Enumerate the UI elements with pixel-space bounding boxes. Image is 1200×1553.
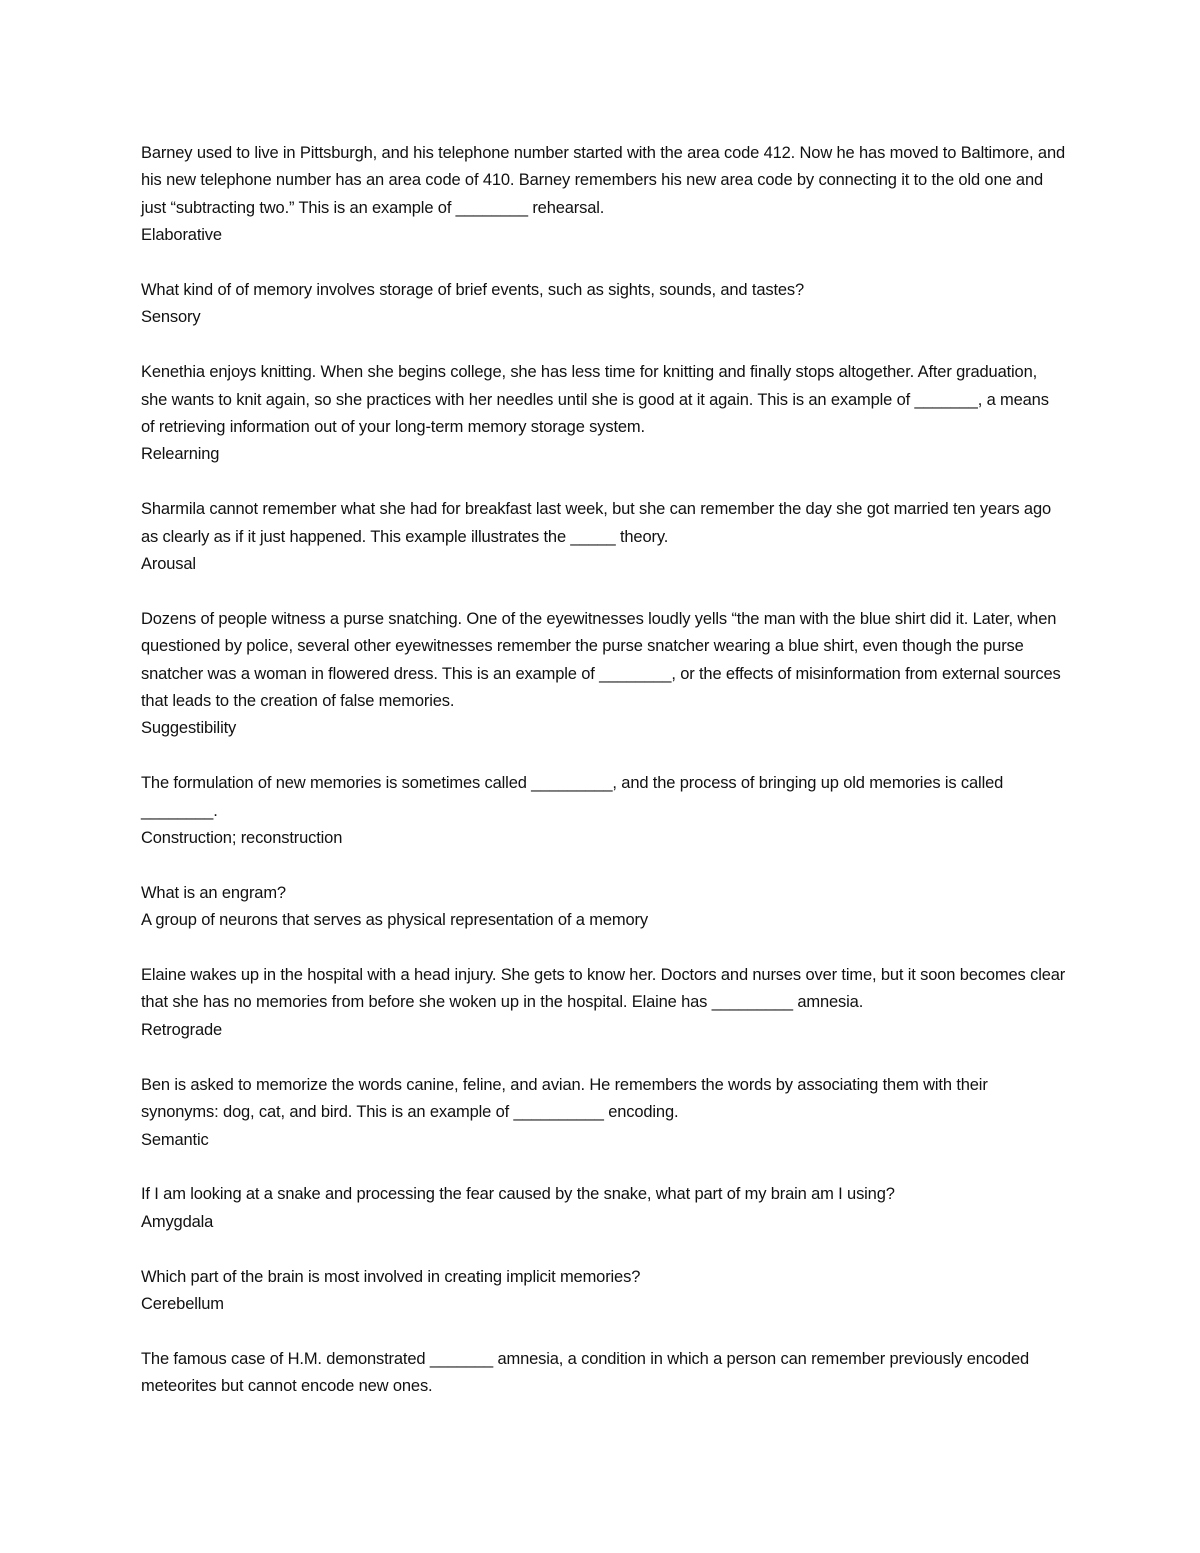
qa-item-6	[141, 770, 1066, 852]
question-text: If I am looking at a snake and processing the fear caused by the snake, what part of my brain am I using?	[141, 1185, 895, 1204]
answer-text: Semantic	[141, 1130, 209, 1149]
answer-text: A group of neurons that serves as physical representation of a memory	[141, 911, 648, 930]
question-text: Which part of the brain is most involved in creating implicit memories?	[141, 1267, 641, 1286]
qa-item-3	[141, 359, 1066, 469]
qa-item-9	[141, 1072, 1066, 1154]
qa-item-11	[141, 1264, 1066, 1319]
question-text: Kenethia enjoys knitting. When she begins college, she has less time for knitting and finally stops altogether. After graduation, she wants to knit again, so she practices with her needles until she is good at it again. This is an example of _______, a means of retrieving information out of your long-term memory storage system.	[141, 363, 1049, 437]
answer-text: Elaborative	[141, 226, 222, 245]
qa-item-10	[141, 1181, 1066, 1236]
question-text: The formulation of new memories is sometimes called _________, and the process of bringing up old memories is called ________.	[141, 774, 1004, 820]
answer-text: Construction; reconstruction	[141, 829, 343, 848]
qa-item-5	[141, 606, 1066, 743]
question-text: Sharmila cannot remember what she had for breakfast last week, but she can remember the day she got married ten years ago as clearly as if it just happened. This example illustrates the _____ theory.	[141, 500, 1051, 546]
answer-text: Amygdala	[141, 1212, 214, 1231]
answer-text: Sensory	[141, 308, 201, 327]
question-text: Elaine wakes up in the hospital with a head injury. She gets to know her. Doctors and nurses over time, but it soon becomes clear that she has no memories from before she woken up in the hospital. Elaine has _________ amnesia.	[141, 966, 1066, 1012]
qa-item-7	[141, 880, 1066, 935]
qa-item-1	[141, 140, 1066, 250]
qa-item-4	[141, 496, 1066, 578]
question-text: What kind of of memory involves storage of brief events, such as sights, sounds, and tastes?	[141, 281, 805, 300]
qa-item-12	[141, 1346, 1066, 1401]
qa-item-8	[141, 962, 1066, 1044]
question-text: Barney used to live in Pittsburgh, and his telephone number started with the area code 412. Now he has moved to Baltimore, and his new telephone number has an area code of 410. Barney remembers his new area code by connecting it to the old one and just “subtracting two.” This is an example of ________ rehearsal.	[141, 144, 1065, 217]
question-text: What is an engram?	[141, 883, 286, 902]
question-text: Dozens of people witness a purse snatching. One of the eyewitnesses loudly yells “the man with the blue shirt did it. Later, when questioned by police, several other eyewitnesses remember the purse snatcher wearing a blue shirt, even though the purse snatcher was a woman in flowered dress. This is an example of ________, or the effects of misinformation from external sources that leads to the creation of false memories.	[141, 609, 1061, 711]
answer-text: Arousal	[141, 555, 196, 574]
document-body	[141, 140, 1066, 1428]
answer-text: Suggestibility	[141, 719, 237, 738]
answer-text: Retrograde	[141, 1020, 223, 1039]
answer-text: Cerebellum	[141, 1294, 224, 1313]
qa-item-2	[141, 277, 1066, 332]
question-text: Ben is asked to memorize the words canine, feline, and avian. He remembers the words by associating them with their synonyms: dog, cat, and bird. This is an example of __________ encoding.	[141, 1075, 988, 1122]
answer-text: Relearning	[141, 445, 220, 464]
question-text: The famous case of H.M. demonstrated _______ amnesia, a condition in which a person can remember previously encoded meteorites but cannot encode new ones.	[141, 1349, 1030, 1396]
